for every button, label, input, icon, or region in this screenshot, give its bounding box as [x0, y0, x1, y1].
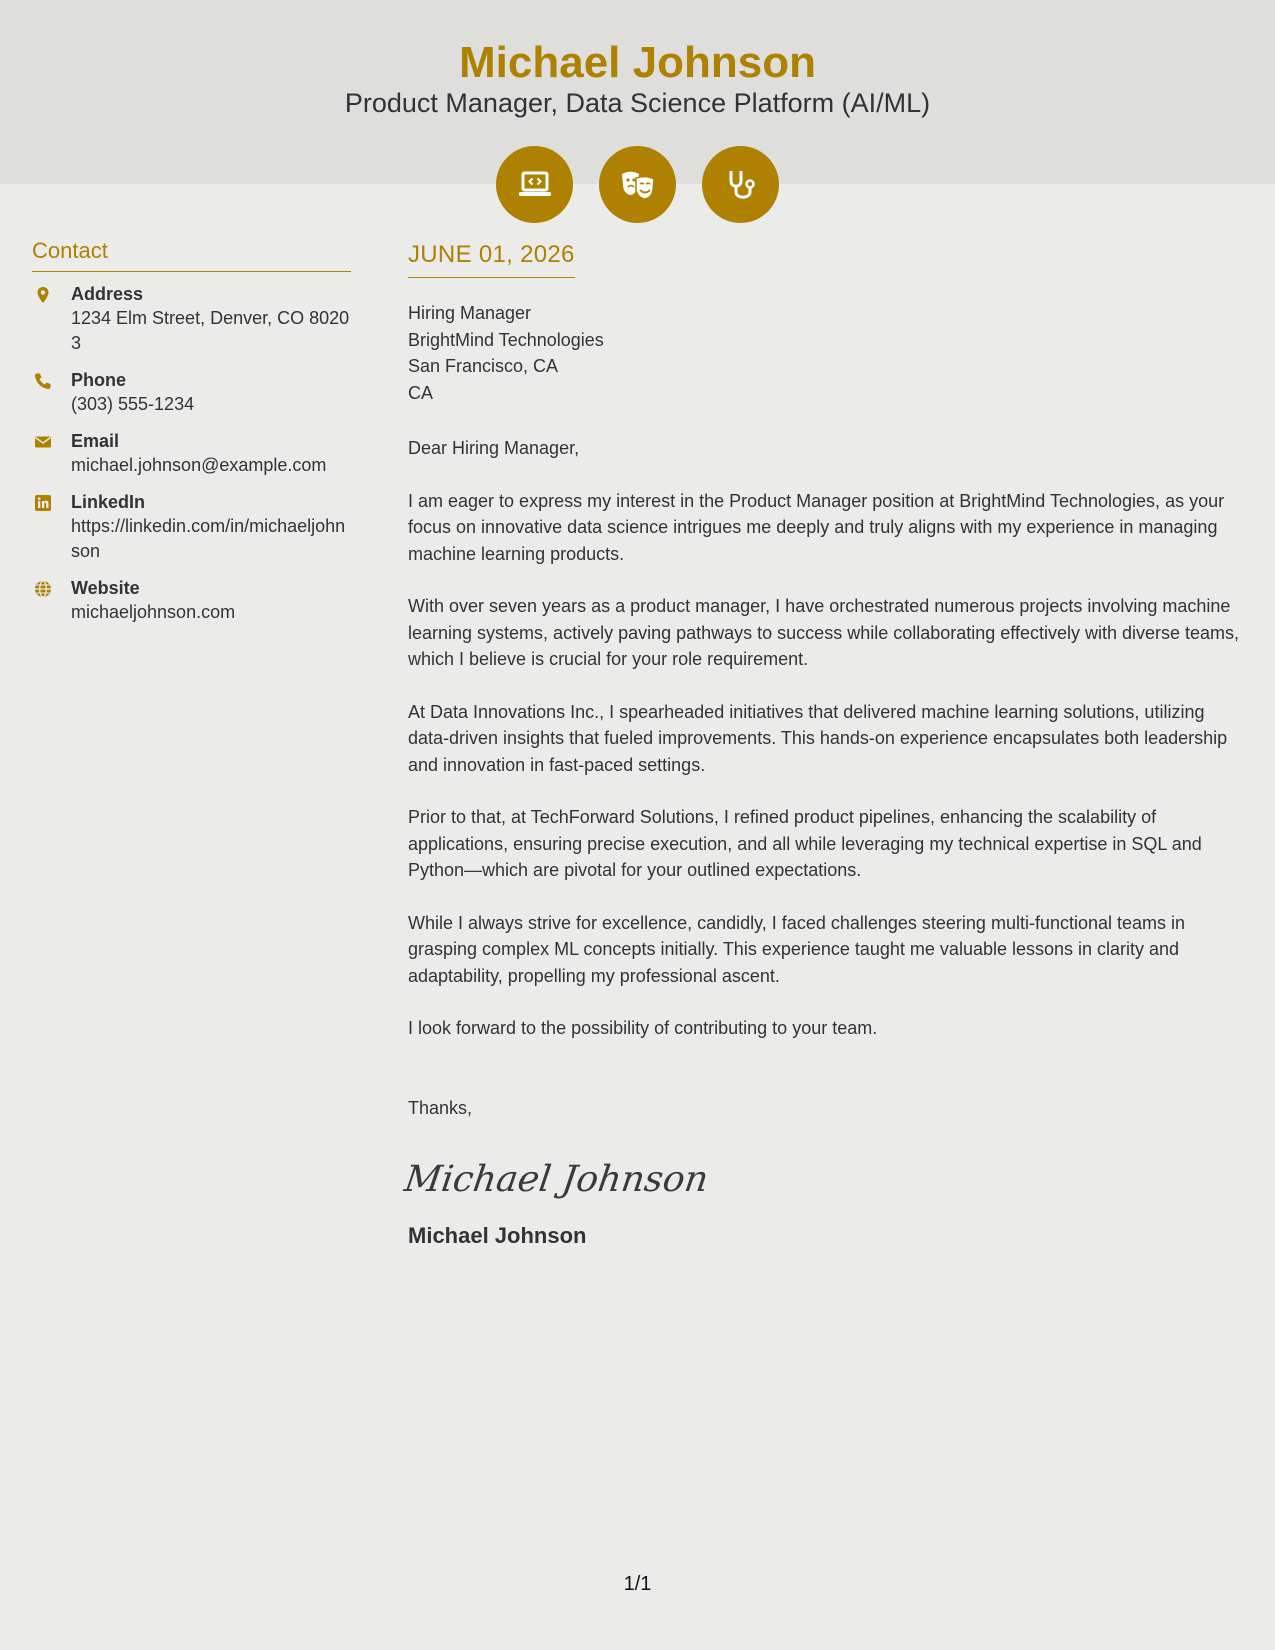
email-label: Email [71, 431, 120, 451]
stethoscope-icon [702, 146, 779, 223]
contact-sidebar [32, 236, 351, 637]
greeting: Dear Hiring Manager, [408, 438, 580, 458]
recipient-line: Hiring Manager [408, 303, 532, 323]
linkedin-value[interactable]: https://linkedin.com/in/michaeljohnson [71, 516, 346, 561]
handwritten-signature [401, 1143, 1243, 1207]
theater-masks-icon [599, 146, 676, 223]
recipient-line: CA [408, 382, 434, 403]
letter-date: JUNE 01, 2026 [408, 238, 575, 278]
contact-list [32, 282, 351, 625]
website-value[interactable]: michaeljohnson.com [71, 602, 236, 622]
address-label: Address [71, 284, 144, 304]
contact-website [32, 576, 351, 625]
signature-text: Michael Johnson [401, 1156, 712, 1200]
contact-address [32, 282, 351, 356]
phone-label: Phone [71, 370, 127, 390]
website-label: Website [71, 578, 140, 598]
map-pin-icon [34, 286, 52, 304]
job-title: Product Manager, Data Science Platform (AI/ML) [344, 88, 931, 118]
letter-body [401, 238, 1243, 1251]
paragraph: With over seven years as a product manager, I have orchestrated numerous projects involving machine learning systems, actively paving pathways to success while collaborating effectively with diverse teams, which I believe is crucial for your role requirement. [408, 596, 1240, 669]
paragraph: While I always strive for excellence, candidly, I faced challenges steering multi-functional teams in grasping complex ML concepts initially. This experience taught me valuable lessons in clarity and adaptability, propelling my professional ascent. [408, 912, 1186, 986]
contact-heading: Contact [32, 236, 351, 272]
paragraph: At Data Innovations Inc., I spearheaded initiatives that delivered machine learning solutions, utilizing data-driven insights that fueled improvements. This hands-on experience encapsulates both leadership and innovation in fast-paced settings. [408, 701, 1228, 775]
linkedin-label: LinkedIn [71, 492, 146, 512]
laptop-code-icon [496, 146, 573, 223]
linkedin-icon [34, 494, 52, 512]
paragraph: I look forward to the possibility of contributing to your team. [408, 1018, 878, 1038]
contact-email [32, 429, 351, 478]
address-value: 1234 Elm Street, Denver, CO 80203 [71, 308, 350, 353]
letter-content [408, 435, 1243, 1042]
recipient-line: San Francisco, CA [408, 356, 559, 376]
closing: Thanks, [408, 1097, 473, 1118]
paragraph: Prior to that, at TechForward Solutions, I refined product pipelines, enhancing the scalability of applications, ensuring precise execution, and all while leveraging my technical expertise in SQL and Python—which are pivotal for your outlined expectations. [408, 807, 1202, 880]
phone-icon [34, 372, 52, 390]
recipient-line: BrightMind Technologies [408, 329, 604, 350]
signer-name: Michael Johnson [408, 1222, 587, 1248]
globe-icon [34, 580, 52, 598]
contact-linkedin [32, 490, 351, 564]
page-number: 1/1 [623, 1573, 652, 1595]
badge-row [0, 146, 1275, 223]
envelope-icon [34, 433, 52, 451]
contact-phone [32, 368, 351, 417]
paragraph: I am eager to express my interest in the Product Manager position at BrightMind Technologies, as your focus on innovative data science intrigues me deeply and truly aligns with my experience in managing machine learning products. [408, 490, 1225, 564]
recipient-block [408, 300, 1243, 406]
phone-value: (303) 555-1234 [71, 394, 195, 414]
email-value[interactable]: michael.johnson@example.com [71, 455, 327, 475]
applicant-name: Michael Johnson [459, 38, 816, 87]
